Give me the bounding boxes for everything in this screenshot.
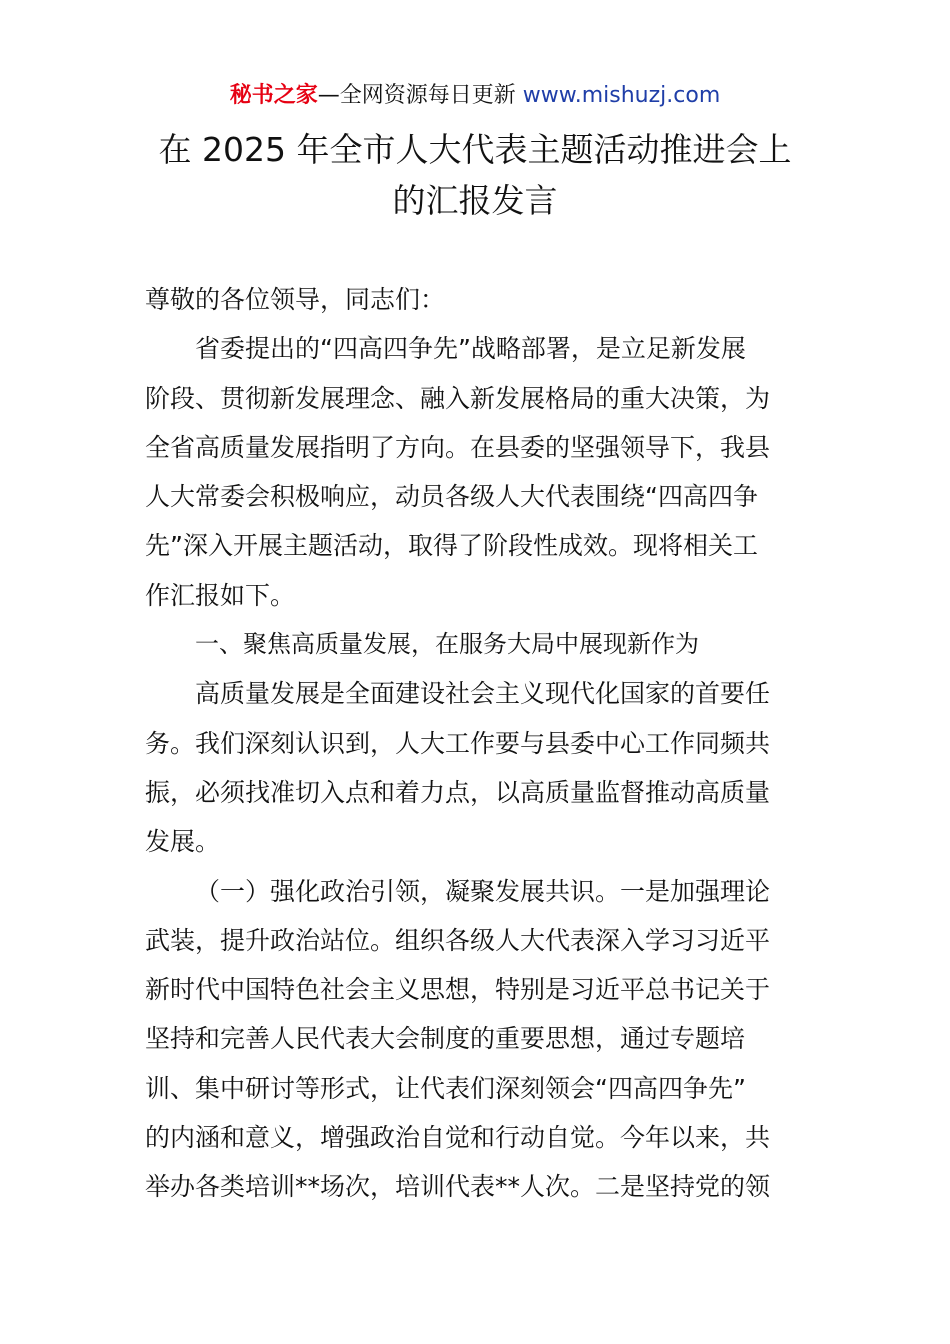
paragraph-line: 省委提出的“四高四争先”战略部署，是立足新发展	[195, 334, 746, 364]
greeting	[145, 275, 810, 324]
title-line-2: 的汇报发言	[392, 181, 558, 220]
paragraph-line: 阶段、贯彻新发展理念、融入新发展格局的重大决策，为	[145, 383, 771, 413]
paragraph-line: 作汇报如下。	[145, 580, 296, 610]
paragraph-line: 武装，提升政治站位。组织各级人大代表深入学习习近平	[145, 925, 771, 955]
paragraph-line: 全省高质量发展指明了方向。在县委的坚强领导下，我县	[145, 432, 771, 462]
paragraph-line: 务。我们深刻认识到，人大工作要与县委中心工作同频共	[145, 728, 771, 758]
paragraph-line: 发展。	[145, 827, 221, 857]
document-title	[90, 124, 860, 226]
site-header	[0, 78, 950, 114]
paragraph-line: 的内涵和意义，增强政治自觉和行动自觉。今年以来，共	[145, 1123, 771, 1153]
greeting-line: 尊敬的各位领导，同志们：	[145, 285, 446, 314]
site-url-link[interactable]: www.mishuzj.com	[522, 83, 721, 108]
paragraph-intro	[145, 324, 810, 620]
paragraph-line: （一）强化政治引领，凝聚发展共识。一是加强理论	[195, 876, 771, 906]
document-body	[145, 275, 810, 1212]
title-line-1: 在 2025 年全市人大代表主题活动推进会上	[158, 130, 792, 169]
section-heading-line: 一、聚焦高质量发展，在服务大局中展现新作为	[195, 630, 699, 659]
paragraph-line: 先”深入开展主题活动，取得了阶段性成效。现将相关工	[145, 531, 758, 561]
paragraph-line: 坚持和完善人民代表大会制度的重要思想，通过专题培	[145, 1024, 746, 1054]
paragraph-subsection-1	[145, 867, 810, 1212]
paragraph-line: 人大常委会积极响应，动员各级人大代表围绕“四高四争	[145, 482, 758, 512]
paragraph-line: 高质量发展是全面建设社会主义现代化国家的首要任	[195, 679, 771, 709]
section-heading-1	[145, 620, 810, 669]
paragraph-line: 训、集中研讨等形式，让代表们深刻领会“四高四争先”	[145, 1073, 746, 1103]
paragraph-line: 举办各类培训**场次，培训代表**人次。二是坚持党的领	[145, 1172, 771, 1202]
header-tagline: —全网资源每日更新	[317, 83, 516, 108]
paragraph-line: 新时代中国特色社会主义思想，特别是习近平总书记关于	[145, 975, 771, 1005]
brand-name: 秘书之家	[229, 83, 318, 108]
paragraph-section1-intro	[145, 669, 810, 866]
paragraph-line: 振，必须找准切入点和着力点，以高质量监督推动高质量	[145, 777, 771, 807]
